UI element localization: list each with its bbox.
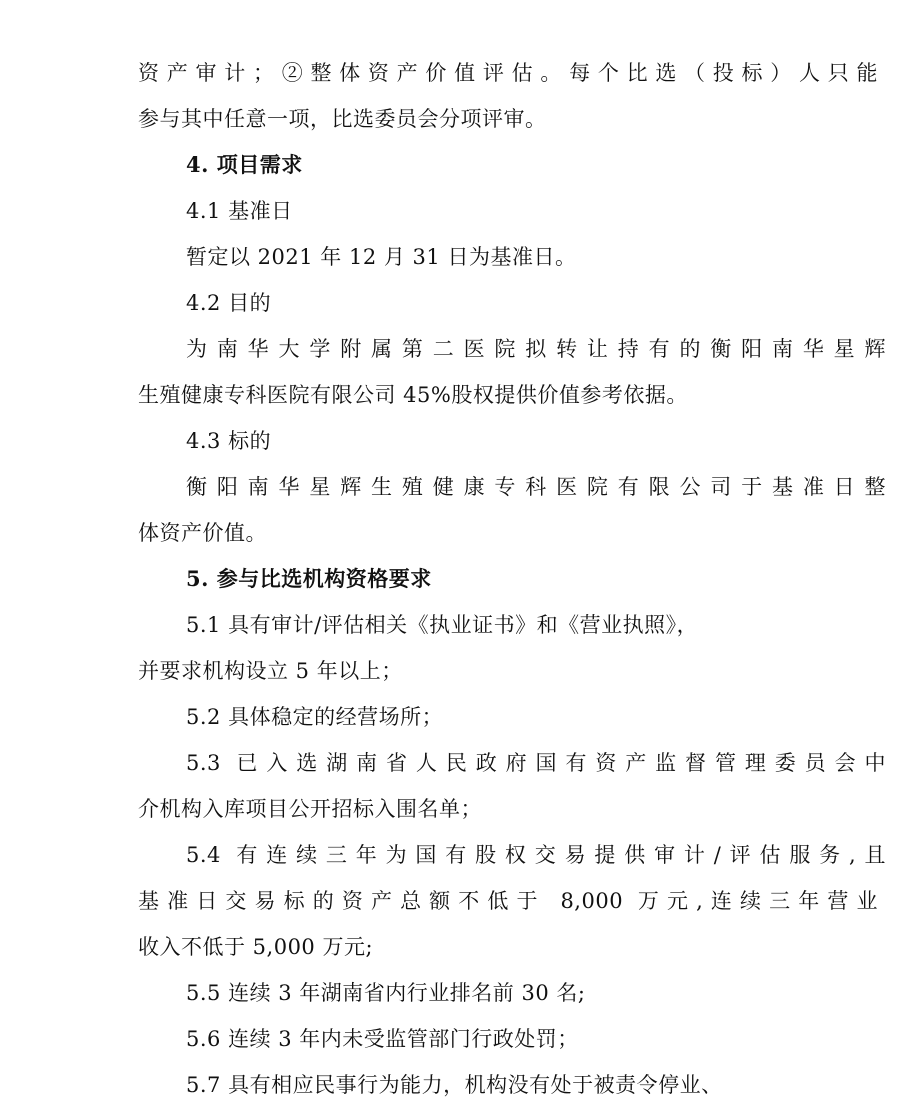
section-heading-4: 4. 项目需求 [186, 152, 303, 177]
requirement-5-6: 5.6 连续 3 年内未受监管部门行政处罚； [186, 1027, 579, 1051]
requirement-5-4: 5.4 有连续三年为国有股权交易提供审计/评估服务,且 [186, 843, 886, 867]
requirement-5-7: 5.7 具有相应民事行为能力，机构没有处于被责令停业、 [186, 1073, 723, 1097]
requirement-5-1-cont: 并要求机构设立 5 年以上； [138, 659, 403, 683]
paragraph-line-1: 资产审计；②整体资产价值评估。每个比选（投标）人只能 [138, 61, 878, 85]
requirement-5-4-cont-2: 收入不低于 5,000 万元; [138, 935, 374, 959]
subheading-4-2: 4.2 目的 [186, 291, 272, 315]
paragraph-line-5: 暂定以 2021 年 12 月 31 日为基准日。 [186, 245, 577, 269]
paragraph-line-7: 为南华大学附属第二医院拟转让持有的衡阳南华星辉 [186, 337, 886, 361]
paragraph-line-8: 生殖健康专科医院有限公司 45%股权提供价值参考依据。 [138, 383, 688, 407]
requirement-5-5: 5.5 连续 3 年湖南省内行业排名前 30 名; [186, 981, 586, 1005]
requirement-5-2: 5.2 具体稳定的经营场所； [186, 705, 444, 729]
paragraph-line-11: 体资产价值。 [138, 521, 267, 545]
requirement-5-3: 5.3 已入选湖南省人民政府国有资产监督管理委员会中 [186, 751, 886, 775]
paragraph-line-10: 衡阳南华星辉生殖健康专科医院有限公司于基准日整 [186, 475, 886, 499]
section-heading-5: 5. 参与比选机构资格要求 [186, 566, 432, 591]
subheading-4-3: 4.3 标的 [186, 429, 272, 453]
subheading-4-1: 4.1 基准日 [186, 199, 293, 223]
requirement-5-1: 5.1 具有审计/评估相关《执业证书》和《营业执照》， [186, 613, 699, 637]
requirement-5-4-cont: 基准日交易标的资产总额不低于 8,000 万元,连续三年营业 [138, 889, 878, 913]
paragraph-line-2: 参与其中任意一项，比选委员会分项评审。 [138, 107, 547, 131]
requirement-5-3-cont: 介机构入库项目公开招标入围名单； [138, 797, 482, 821]
